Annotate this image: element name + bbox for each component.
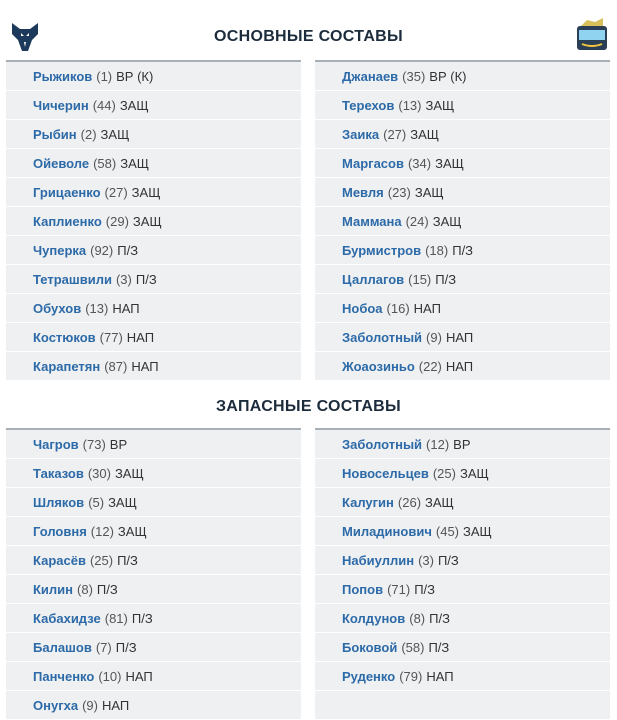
player-position: П/З [429, 610, 450, 626]
player-name-link[interactable]: Руденко [342, 668, 396, 684]
main-home-lineup [6, 60, 301, 381]
player-position: НАП [413, 300, 441, 316]
player-position: П/З [117, 552, 138, 568]
player-name-link[interactable]: Шляков [33, 494, 85, 510]
player-name-link[interactable]: Джанаев [342, 68, 399, 84]
player-row [315, 352, 610, 381]
player-position: ЗАЩ [414, 184, 444, 200]
player-row [315, 604, 610, 633]
player-number: (10) [98, 668, 122, 684]
player-name-link[interactable]: Чагров [33, 436, 79, 452]
player-number: (3) [115, 271, 132, 287]
player-row [315, 265, 610, 294]
player-row [315, 178, 610, 207]
player-name-link[interactable]: Панченко [33, 668, 95, 684]
substitutes-title: ЗАПАСНЫЕ СОСТАВЫ [215, 398, 401, 415]
player-name-link[interactable]: Костюков [33, 329, 96, 345]
player-number: (13) [85, 300, 109, 316]
player-position: ВР (К) [116, 68, 154, 84]
player-row [6, 207, 301, 236]
player-row [315, 488, 610, 517]
player-position: НАП [112, 300, 140, 316]
player-number: (13) [398, 97, 422, 113]
empty-row [315, 691, 610, 720]
player-row [315, 120, 610, 149]
player-number: (71) [387, 581, 411, 597]
player-name-link[interactable]: Бурмистров [342, 242, 422, 258]
subs-away-lineup [315, 428, 610, 720]
player-position: ЗАЩ [114, 465, 144, 481]
player-name-link[interactable]: Боковой [342, 639, 398, 655]
player-number: (24) [405, 213, 429, 229]
player-row [6, 178, 301, 207]
player-number: (79) [399, 668, 423, 684]
player-position: НАП [426, 668, 454, 684]
player-number: (30) [87, 465, 111, 481]
player-number: (22) [418, 358, 442, 374]
player-name-link[interactable]: Карапетян [33, 358, 101, 374]
player-row [315, 236, 610, 265]
player-position: ЗАЩ [435, 155, 464, 171]
player-position: П/З [115, 639, 137, 655]
player-position: ЗАЩ [425, 97, 455, 113]
main-lineups-title: ОСНОВНЫЕ СОСТАВЫ [214, 28, 403, 45]
player-number: (27) [104, 184, 128, 200]
player-number: (9) [82, 697, 98, 713]
sochi-logo-icon [573, 16, 611, 54]
player-number: (25) [432, 465, 456, 481]
player-name-link[interactable]: Заболотный [342, 436, 423, 452]
player-name-link[interactable]: Онугха [33, 697, 79, 713]
player-row [315, 62, 610, 91]
player-row [6, 517, 301, 546]
player-position: ЗАЩ [459, 465, 489, 481]
player-position: П/З [135, 271, 157, 287]
player-row [6, 459, 301, 488]
player-row [315, 575, 610, 604]
subs-home-lineup [6, 428, 301, 720]
player-position: П/З [131, 610, 153, 626]
player-name-link[interactable]: Заболотный [342, 329, 423, 345]
player-row [6, 662, 301, 691]
player-name-link[interactable]: Ойеволе [33, 155, 90, 171]
player-row [315, 662, 610, 691]
player-position: П/З [435, 271, 457, 287]
player-row [6, 62, 301, 91]
player-number: (7) [95, 639, 112, 655]
player-name-link[interactable]: Калугин [342, 494, 394, 510]
player-name-link[interactable]: Цаллагов [342, 271, 405, 287]
player-name-link[interactable]: Чичерин [33, 97, 89, 113]
player-row [315, 546, 610, 575]
player-position: ЗАЩ [132, 213, 162, 229]
player-number: (8) [77, 581, 93, 597]
player-position: НАП [131, 358, 159, 374]
player-position: НАП [445, 329, 474, 345]
player-position: ВР (К) [429, 68, 467, 84]
player-number: (45) [435, 523, 460, 539]
player-position: ЗАЩ [119, 97, 149, 113]
player-name-link[interactable]: Новосельцев [342, 465, 429, 481]
player-name-link[interactable]: Набиуллин [342, 552, 415, 568]
player-row [315, 633, 610, 662]
player-name-link[interactable]: Таказов [33, 465, 84, 481]
player-name-link[interactable]: Попов [342, 581, 384, 597]
player-row [315, 517, 610, 546]
player-row [315, 323, 610, 352]
player-row [6, 120, 301, 149]
player-number: (26) [397, 494, 422, 510]
player-position: П/З [117, 242, 139, 258]
player-position: ЗАЩ [425, 494, 454, 510]
player-name-link[interactable]: Мевля [342, 184, 384, 200]
player-row [6, 294, 301, 323]
player-name-link[interactable]: Маргасов [342, 155, 404, 171]
player-number: (5) [88, 494, 105, 510]
player-number: (58) [93, 155, 117, 171]
player-name-link[interactable]: Рыжиков [33, 68, 93, 84]
player-position: ЗАЩ [410, 126, 439, 142]
player-row [6, 488, 301, 517]
player-row [6, 691, 301, 720]
player-row [315, 294, 610, 323]
player-position: ЗАЩ [131, 184, 161, 200]
player-number: (2) [80, 126, 97, 142]
player-number: (25) [89, 552, 114, 568]
player-position: П/З [414, 581, 436, 597]
player-number: (15) [408, 271, 432, 287]
player-number: (16) [386, 300, 410, 316]
player-number: (8) [409, 610, 426, 626]
player-number: (35) [402, 68, 426, 84]
player-row [315, 207, 610, 236]
player-number: (12) [90, 523, 114, 539]
player-number: (9) [426, 329, 442, 345]
player-row [6, 430, 301, 459]
player-number: (18) [425, 242, 449, 258]
player-position: НАП [445, 358, 474, 374]
player-position: П/З [452, 242, 474, 258]
player-name-link[interactable]: Обухов [33, 300, 82, 316]
player-row [6, 633, 301, 662]
player-number: (3) [418, 552, 434, 568]
player-row [6, 546, 301, 575]
player-name-link[interactable]: Жоаозиньо [342, 358, 415, 374]
player-position: ЗАЩ [108, 494, 137, 510]
player-position: НАП [101, 697, 130, 713]
player-name-link[interactable]: Тетрашвили [33, 271, 112, 287]
player-position: НАП [126, 329, 155, 345]
player-position: ЗАЩ [117, 523, 147, 539]
player-row [6, 575, 301, 604]
player-number: (73) [82, 436, 106, 452]
main-away-lineup [315, 60, 610, 381]
player-name-link[interactable]: Карасёв [33, 552, 86, 568]
player-position: ЗАЩ [120, 155, 149, 171]
player-name-link[interactable]: Рыбин [33, 126, 77, 142]
player-name-link[interactable]: Чуперка [33, 242, 87, 258]
player-name-link[interactable]: Заика [342, 126, 380, 142]
player-name-link[interactable]: Грицаенко [33, 184, 101, 200]
player-position: ВР [453, 436, 471, 452]
player-name-link[interactable]: Нобоа [342, 300, 383, 316]
player-row [6, 323, 301, 352]
player-row [6, 236, 301, 265]
player-number: (1) [96, 68, 113, 84]
player-number: (92) [90, 242, 114, 258]
player-number: (77) [99, 329, 123, 345]
player-row [315, 459, 610, 488]
player-number: (81) [104, 610, 128, 626]
player-position: ЗАЩ [432, 213, 462, 229]
player-name-link[interactable]: Терехов [342, 97, 395, 113]
player-position: П/З [96, 581, 118, 597]
player-name-link[interactable]: Маммана [342, 213, 402, 229]
player-row [315, 91, 610, 120]
player-position: ЗАЩ [100, 126, 130, 142]
player-number: (58) [401, 639, 425, 655]
player-number: (44) [92, 97, 116, 113]
player-position: П/З [437, 552, 459, 568]
player-position: ЗАЩ [463, 523, 492, 539]
player-number: (12) [426, 436, 450, 452]
player-name-link[interactable]: Головня [33, 523, 87, 539]
player-name-link[interactable]: Колдунов [342, 610, 406, 626]
player-row [6, 604, 301, 633]
player-name-link[interactable]: Кабахидзе [33, 610, 101, 626]
player-row [6, 352, 301, 381]
player-number: (29) [105, 213, 129, 229]
player-position: НАП [125, 668, 153, 684]
player-name-link[interactable]: Балашов [33, 639, 92, 655]
player-name-link[interactable]: Миладинович [342, 523, 432, 539]
player-name-link[interactable]: Каплиенко [33, 213, 102, 229]
player-row [6, 149, 301, 178]
player-number: (27) [383, 126, 407, 142]
player-number: (34) [407, 155, 432, 171]
player-number: (23) [387, 184, 411, 200]
player-row [6, 265, 301, 294]
player-position: ВР [109, 436, 128, 452]
player-position: П/З [428, 639, 450, 655]
player-name-link[interactable]: Килин [33, 581, 74, 597]
player-row [315, 430, 610, 459]
player-row [6, 91, 301, 120]
player-row [315, 149, 610, 178]
player-number: (87) [104, 358, 128, 374]
